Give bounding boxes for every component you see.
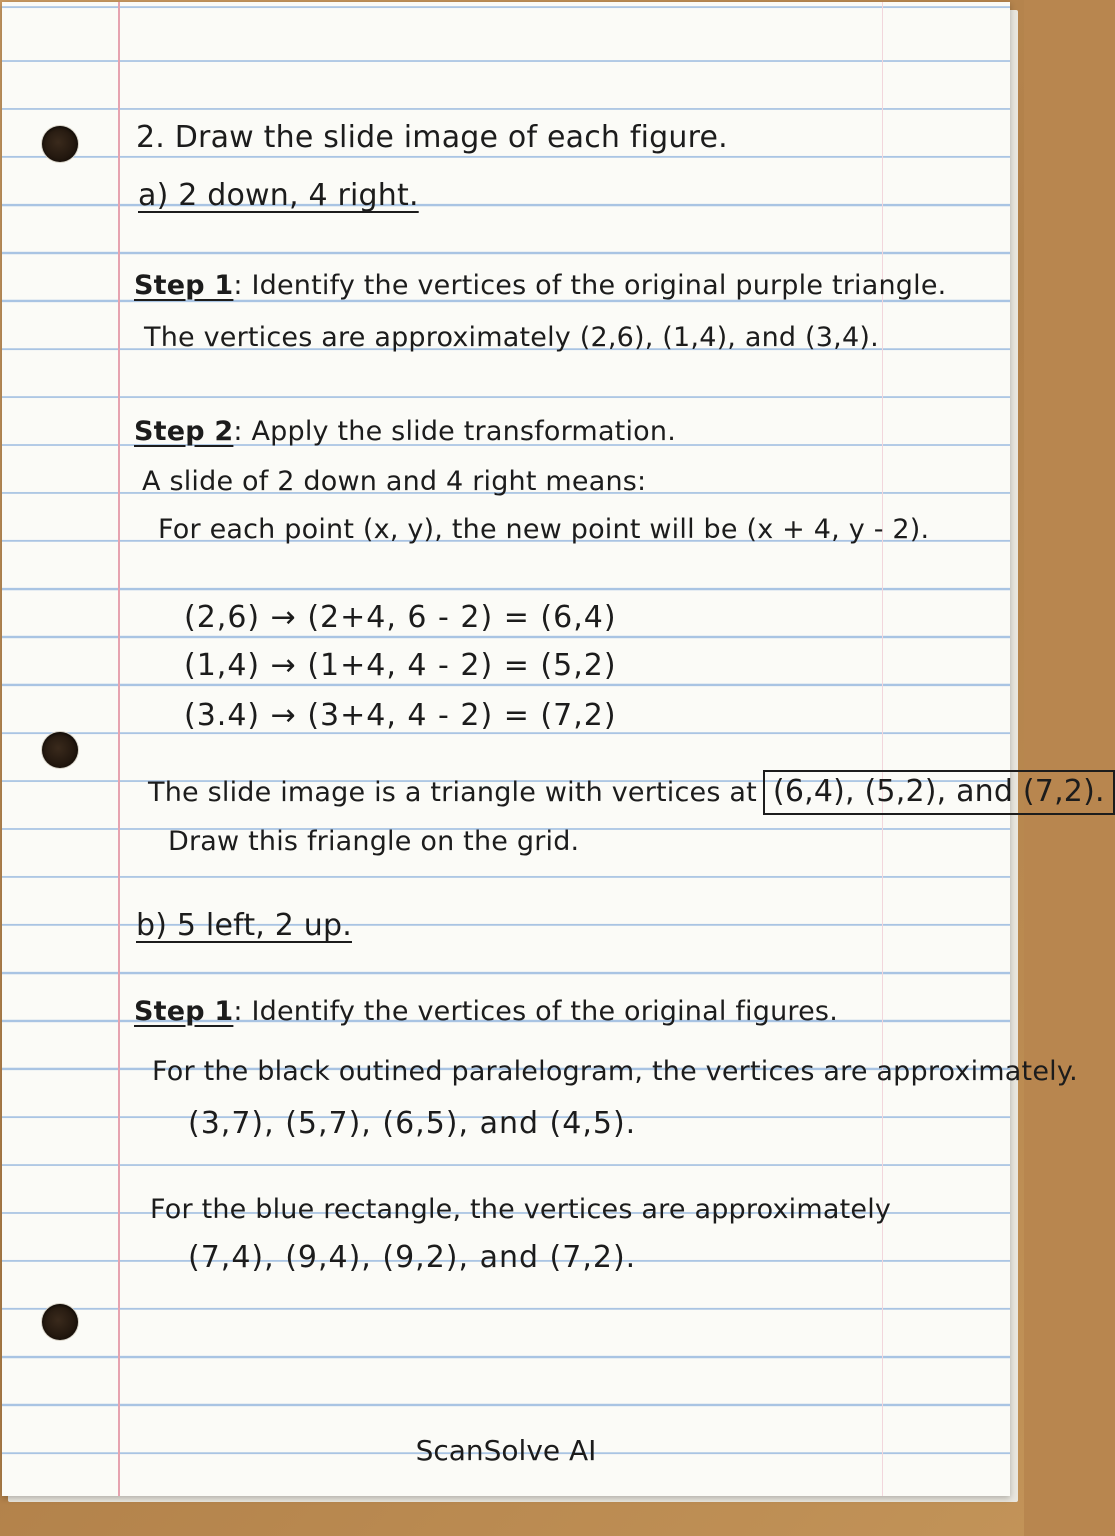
brand-footer: ScanSolve AI [415,1434,597,1467]
part-a-step2 [134,416,676,447]
rectangle-vertices: (7,4), (9,4), (9,2), and (7,2). [188,1240,637,1275]
step1-text: : Identify the vertices of the original purple triangle. [233,270,947,301]
calculation-line-2: (1,4) → (1+4, 4 - 2) = (5,2) [184,648,617,683]
calculation-line-3: (3.4) → (3+4, 4 - 2) = (7,2) [184,698,617,733]
part-a-step1-vertices: The vertices are approximately (2,6), (1,4), and (3,4). [144,322,879,353]
conclusion-line [148,770,1115,815]
calculation-line-1: (2,6) → (2+4, 6 - 2) = (6,4) [184,600,617,635]
parallelogram-vertices: (3,7), (5,7), (6,5), and (4,5). [188,1106,637,1141]
part-a-label: a) 2 down, 4 right. [138,178,419,213]
conclusion-prefix: The slide image is a triangle with vertices at [148,777,757,808]
step2-text: : Apply the slide transformation. [233,416,676,447]
slide-rule: For each point (x, y), the new point will be (x + 4, y - 2). [158,514,930,545]
part-a-step1 [134,270,946,301]
boxed-answer: (6,4), (5,2), and (7,2). [763,770,1115,815]
binder-hole-bottom [42,1304,78,1340]
parallelogram-description: For the black outined paralelogram, the vertices are approximately. [152,1056,1078,1087]
rectangle-description: For the blue rectangle, the vertices are approximately [150,1194,892,1225]
problem-title: 2. Draw the slide image of each figure. [136,120,728,155]
draw-note: Draw this friangle on the grid. [168,826,580,857]
right-margin-line [882,2,883,1496]
step2-label: Step 2 [134,416,234,447]
step1-label: Step 1 [134,270,234,301]
margin-line [118,2,120,1496]
slide-description: A slide of 2 down and 4 right means: [142,466,647,497]
part-b-label: b) 5 left, 2 up. [136,908,352,943]
part-b-step1-label: Step 1 [134,996,234,1027]
binder-hole-top [42,126,78,162]
binder-hole-middle [42,732,78,768]
notebook-page [2,2,1105,1496]
part-b-step1-text: : Identify the vertices of the original figures. [233,996,838,1027]
part-b-step1 [134,996,838,1027]
